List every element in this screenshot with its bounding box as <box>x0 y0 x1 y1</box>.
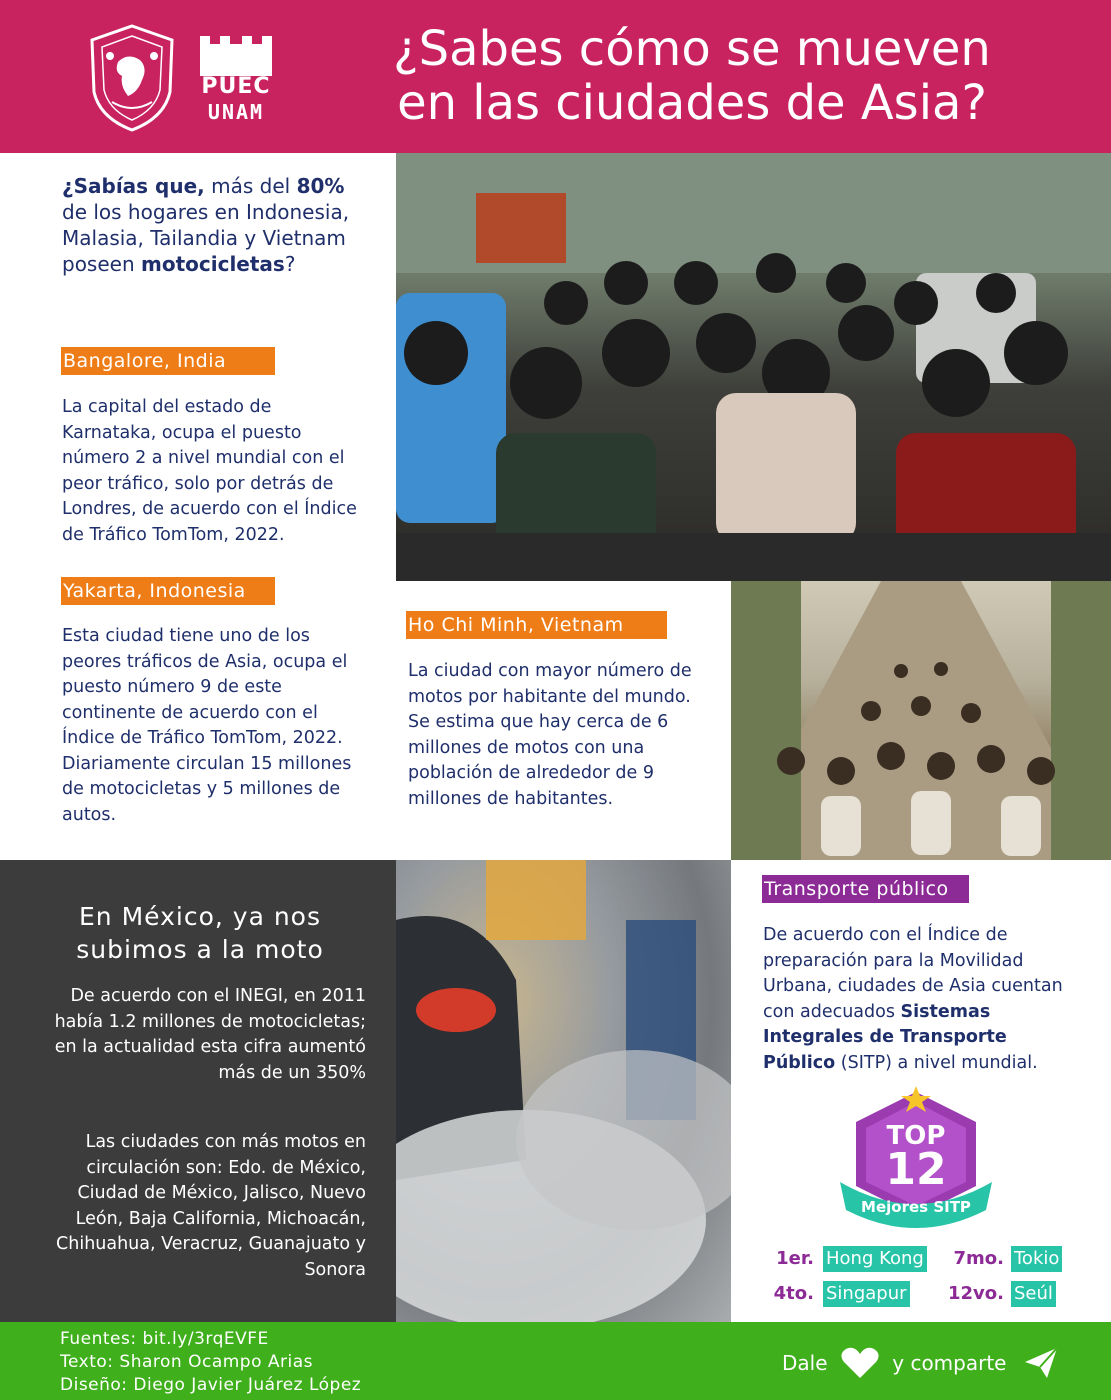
transporte-text-2: (SITP) a nivel mundial. <box>835 1052 1038 1073</box>
yakarta-text: Esta ciudad tiene uno de los peores tráficos de Asia, ocupa el puesto número 9 de este continente de acuerdo con el Índice de Tráfico TomTom, 2022. Diariamente circulan 15 millones de motocicletas y 5 millones de autos. <box>62 626 352 825</box>
unam-seal-icon <box>84 22 180 134</box>
footer-design-credit: Diseño: Diego Javier Juárez López <box>60 1375 362 1395</box>
mexico-paragraph-1: De acuerdo con el INEGI, en 2011 había 1.2 millones de motocicletas; en la actualidad esta cifra aumentó más de un 350% <box>54 986 366 1083</box>
puec-label: PUEC <box>201 74 271 99</box>
badge-top: TOP <box>886 1121 946 1151</box>
rank-pos-4: 12vo. <box>948 1283 1004 1304</box>
title-line-2: en las ciudades de Asia? <box>397 75 987 131</box>
street-crowd-illustration <box>731 581 1111 860</box>
yakarta-tag: Yakarta, Indonesia <box>61 577 275 605</box>
transporte-tag: Transporte público <box>762 875 969 903</box>
rank-city-3: Tokio <box>1011 1246 1062 1272</box>
send-paper-plane-icon[interactable] <box>1023 1346 1059 1380</box>
exhaust-smoke-photo <box>396 860 731 1322</box>
rank-city-2: Singapur <box>823 1281 910 1307</box>
rank-city-4: Seúl <box>1011 1281 1056 1307</box>
badge-number: 12 <box>885 1144 947 1195</box>
traffic-crowd-illustration <box>396 153 1111 581</box>
share-label-a: Dale <box>782 1350 828 1375</box>
mexico-title: En México, ya nos subimos a la moto <box>76 902 324 964</box>
page-title <box>322 22 1062 130</box>
hochiminh-street-photo <box>731 581 1111 860</box>
motorcycle-traffic-photo <box>396 153 1111 581</box>
badge-ribbon: Mejores SITP <box>861 1198 971 1216</box>
mexico-panel <box>0 860 396 1322</box>
rank-pos-1: 1er. <box>776 1248 814 1269</box>
intro-lead: ¿Sabías que, <box>62 174 205 198</box>
transporte-emph: Sistemas Integrales de Transporte Público <box>763 1001 1007 1073</box>
footer-text-credit: Texto: Sharon Ocampo Arias <box>60 1352 314 1372</box>
transporte-text-1: De acuerdo con el Índice de preparación para la Movilidad Urbana, ciudades de Asia cuentan con adecuados <box>763 925 1063 1022</box>
bangalore-tag: Bangalore, India <box>61 347 275 375</box>
intro-text-3: ? <box>284 252 296 276</box>
unam-label: UNAM <box>207 100 265 124</box>
intro-emph: motocicletas <box>141 252 285 276</box>
share-prompt[interactable] <box>782 1344 1059 1378</box>
hochiminh-tag: Ho Chi Minh, Vietnam <box>406 611 667 639</box>
header-banner <box>0 0 1111 153</box>
castle-tower-icon <box>196 28 276 76</box>
intro-percent: 80% <box>296 174 345 198</box>
hochiminh-text: La ciudad con mayor número de motos por habitante del mundo. Se estima que hay cerca de 6 millones de motos con una población de alrededor de 9 millones de habitantes. <box>408 661 692 809</box>
transporte-text <box>763 923 1083 1076</box>
top12-badge <box>836 1086 996 1228</box>
car-smoke-illustration <box>396 860 731 1322</box>
intro-text <box>62 173 372 277</box>
share-label-b: y comparte <box>892 1350 1007 1375</box>
intro-text-1: más del <box>204 174 297 198</box>
heart-icon[interactable] <box>840 1346 880 1380</box>
footer-sources: Fuentes: bit.ly/3rqEVFE <box>60 1329 269 1349</box>
intro-text-2: de los hogares en Indonesia, Malasia, Tailandia y Vietnam poseen <box>62 200 350 276</box>
mexico-paragraph-2: Las ciudades con más motos en circulación son: Edo. de México, Ciudad de México, Jalisco, Nuevo León, Baja California, Michoacán, Chihuahua, Veracruz, Guanajuato y Sonora <box>56 1132 366 1280</box>
rank-pos-3: 7mo. <box>953 1248 1004 1269</box>
bangalore-text: La capital del estado de Karnataka, ocupa el puesto número 2 a nivel mundial con el peor tráfico, solo por detrás de Londres, de acuerdo con el Índice de Tráfico TomTom, 2022. <box>62 397 357 545</box>
rank-city-1: Hong Kong <box>823 1246 927 1272</box>
footer <box>0 1322 1111 1400</box>
puec-unam-logo <box>196 28 276 128</box>
rank-pos-2: 4to. <box>773 1283 814 1304</box>
title-line-1: ¿Sabes cómo se mueven <box>393 21 991 77</box>
